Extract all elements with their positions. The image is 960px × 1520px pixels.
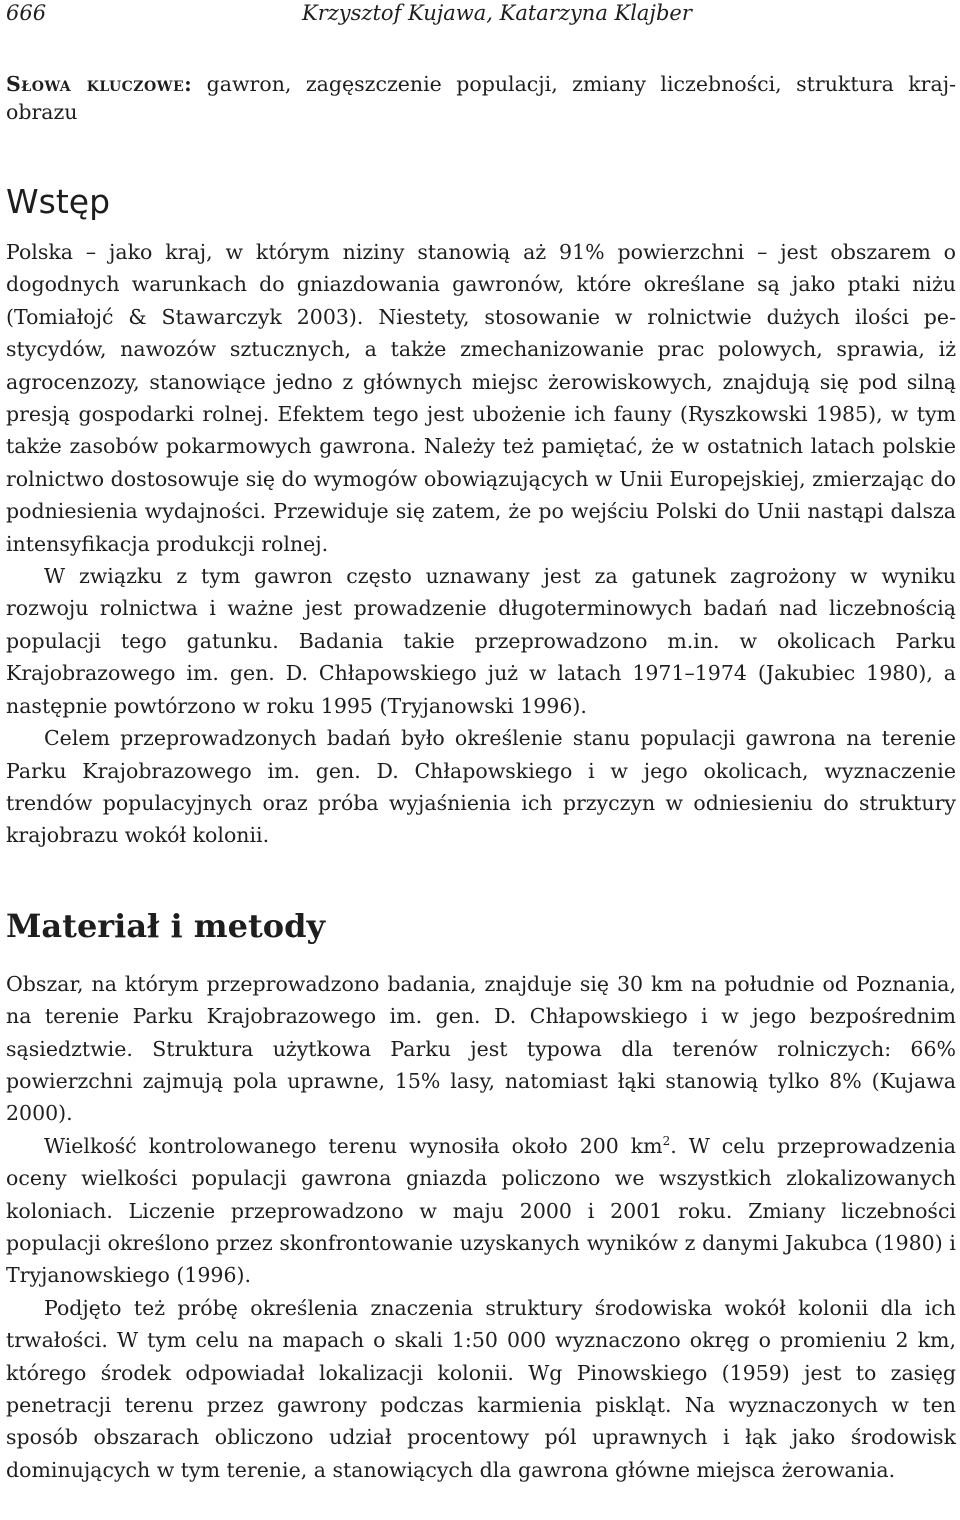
- section-title-introduction: Wstęp: [6, 182, 111, 221]
- section-title-methods: Materiał i metody: [6, 906, 326, 945]
- page-number: 666: [6, 1, 47, 25]
- paragraph-text: Wielkość kontrolowanego terenu wynosiła około 200 km: [44, 1133, 663, 1158]
- paragraph-area: [6, 1130, 956, 1292]
- superscript: 2: [662, 1133, 671, 1148]
- paragraph: Podjęto też próbę określenia znaczenia struktury środowiska wokół kolonii dla ich trwałości. W tym celu na mapach o skali 1:50 000 wyznaczono okręg o promieniu 2 km, którego środek odpowiadał lokalizacji kolonii. Wg Pinowskiego (1959) jest to zasięg penetracji terenu przez gawrony podczas karmienia piskląt. Na wyznaczonych w ten sposób obszarach obliczono udział procentowy pól uprawnych i łąk jako środowisk dominujących w tym terenie, a stanowiących dla gawrona główne miejsca żerowania.: [6, 1295, 956, 1482]
- section-body-methods: [6, 968, 956, 1487]
- keywords-text: gawron, zagęszczenie populacji, zmiany liczebności, struktura krajobrazu: [6, 72, 956, 124]
- keywords-line: [6, 70, 956, 126]
- keywords-label: Słowa kluczowe:: [6, 72, 193, 96]
- paragraph-text: . W celu przeprowadzenia oceny wielkości populacji gawrona gniazda policzono we wszystkich zlokalizowanych koloniach. Liczenie przeprowadzono w maju 2000 i 2001 roku. Zmiany liczebności populacji określono przez skonfrontowanie uzyskanych wyników z danymi Jakubca (1980) i Tryjanowskiego (1996).: [6, 1133, 956, 1288]
- document-page: [6, 0, 956, 1486]
- paragraph: Celem przeprowadzonych badań było określenie stanu populacji gawrona na terenie Parku Krajobrazowego im. gen. D. Chłapowskiego i w jego okolicach, wyznaczenie trendów populacyjnych oraz próba wyjaśnienia ich przyczyn w odniesieniu do struktury krajobrazu wokół kolonii.: [6, 726, 956, 848]
- section-body-introduction: [6, 236, 956, 852]
- paragraph: Polska – jako kraj, w którym niziny stanowią aż 91% powierzchni – jest obszarem o dogodnych warunkach do gniazdowania gawronów, które określane są jako ptaki niżu (Tomiałojć & Stawarczyk 2003). Niestety, stosowanie w rolnictwie dużych ilości pestycydów, nawozów sztucznych, a także zmechanizowanie prac polowych, sprawia, iż agrocenzozy, stanowiące jedno z głównych miejsc żerowiskowych, znajdują się pod silną presją gospodarki rolnej. Efektem tego jest ubożenie ich fauny (Ryszkowski 1985), w tym także zasobów pokarmowych gawrona. Należy też pamiętać, że w ostatnich latach polskie rolnictwo dostosowuje się do wymogów obowiązujących w Unii Europejskiej, zmierzając do podniesienia wydajności. Przewiduje się zatem, że po wejściu Polski do Unii nastąpi dalsza intensyfikacja produkcji rolnej.: [6, 240, 956, 556]
- page-header: [6, 0, 956, 24]
- paragraph: Obszar, na którym przeprowadzono badania, znajduje się 30 km na południe od Poznania, na terenie Parku Krajobrazowego im. gen. D. Chłapowskiego i w jego bezpośrednim sąsiedztwie. Struktura użytkowa Parku jest typowa dla terenów rolniczych: 66% powierzchni zajmują pola uprawne, 15% lasy, natomiast łąki stanowią tylko 8% (Kujawa 2000).: [6, 971, 956, 1126]
- running-head-authors: Krzysztof Kujawa, Katarzyna Klajber: [302, 1, 692, 25]
- paragraph: W związku z tym gawron często uznawany jest za gatunek zagrożony w wyniku rozwoju rolnictwa i ważne jest prowadzenie długoterminowych badań nad liczebnością populacji tego gatunku. Badania takie przeprowadzono m.in. w okolicach Parku Krajobrazowego im. gen. D. Chłapowskiego już w latach 1971–1974 (Jakubiec 1980), a następnie powtórzono w roku 1995 (Tryjanowski 1996).: [6, 564, 956, 718]
